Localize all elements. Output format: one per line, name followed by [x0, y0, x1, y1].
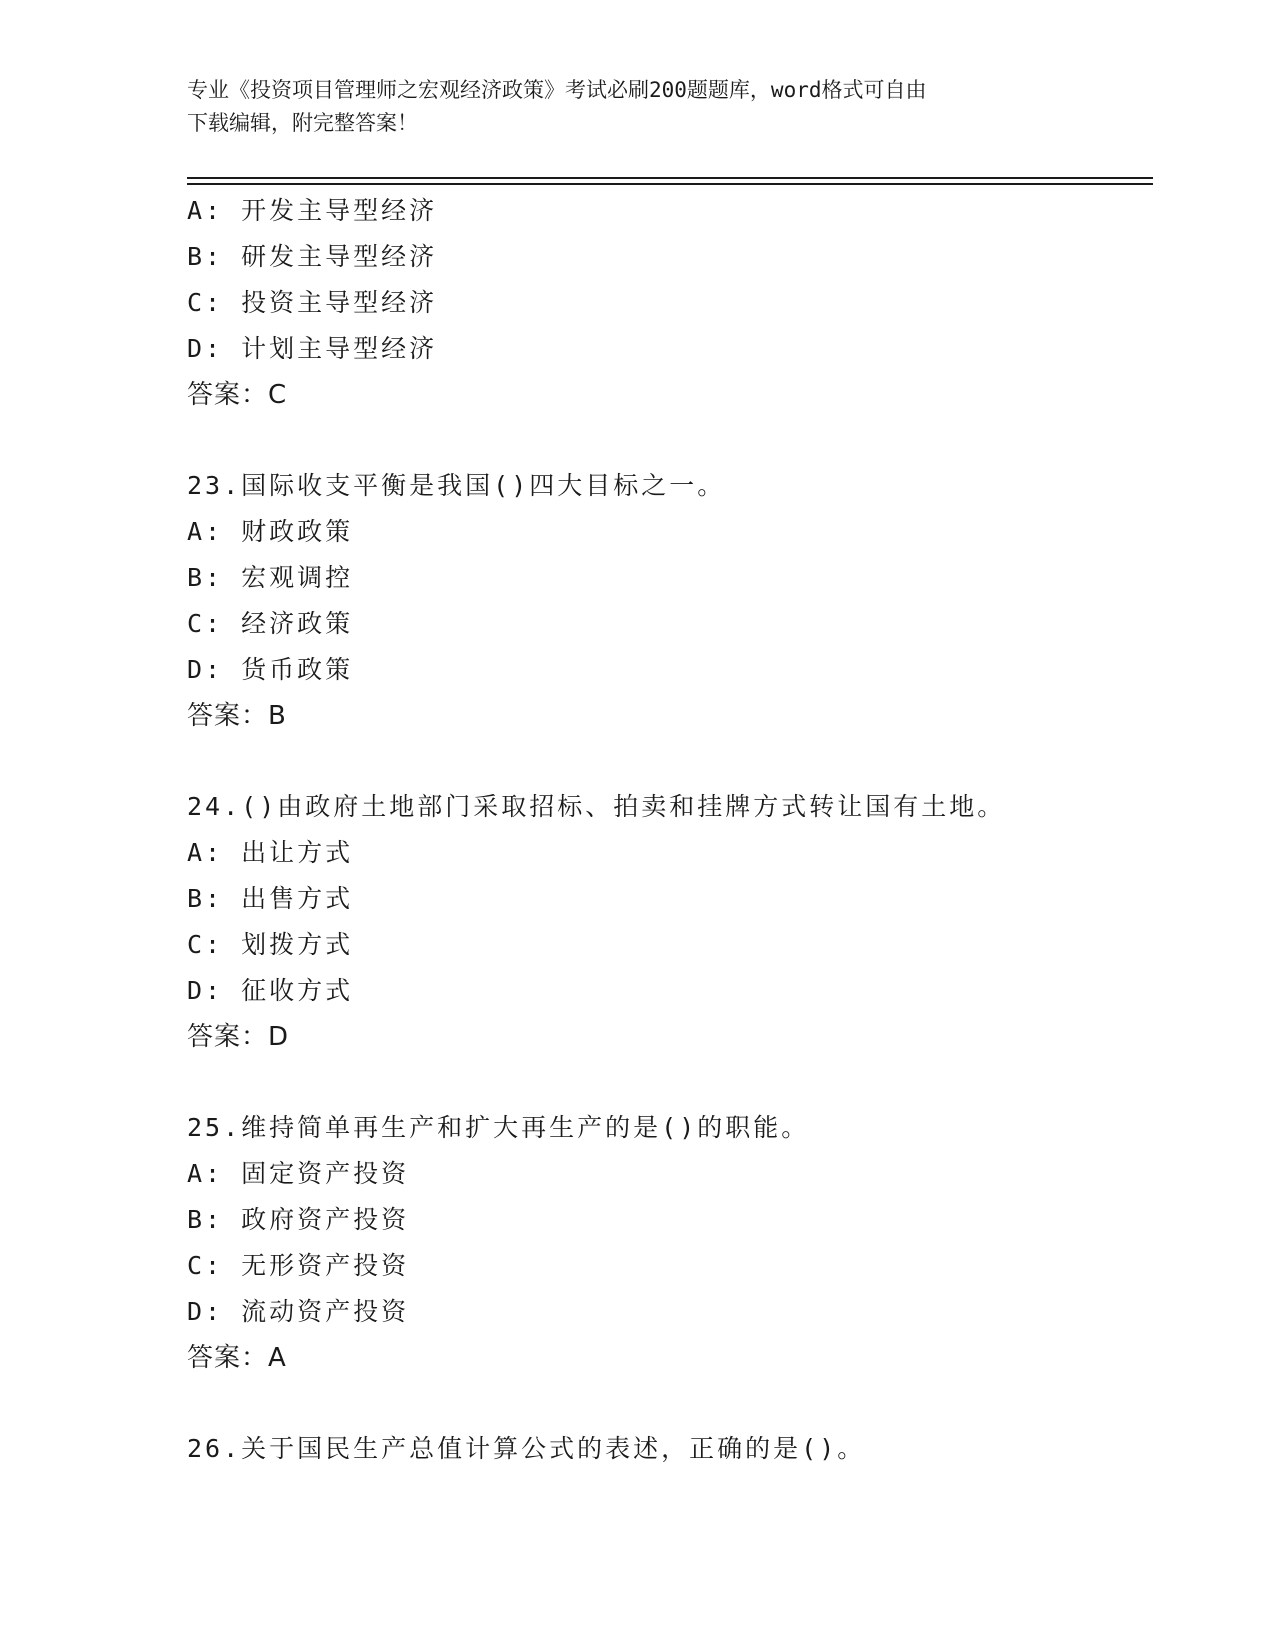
option-d: D: 流动资产投资	[187, 1297, 410, 1326]
answer-text: 答案：B	[187, 701, 287, 731]
question-text: 24.()由政府土地部门采取招标、拍卖和挂牌方式转让国有土地。	[187, 792, 1006, 821]
option-c: C: 划拨方式	[187, 930, 354, 959]
header-divider-bottom	[187, 183, 1153, 185]
block-spacer	[187, 1381, 1153, 1426]
question-block	[187, 463, 1153, 739]
question-text: 23.国际收支平衡是我国()四大目标之一。	[187, 471, 726, 500]
option-b: B: 政府资产投资	[187, 1205, 410, 1234]
answer-text: 答案：C	[187, 380, 288, 410]
option-b: B: 出售方式	[187, 884, 354, 913]
option-c: C: 投资主导型经济	[187, 288, 438, 317]
option-b: B: 研发主导型经济	[187, 242, 438, 271]
question-text: 25.维持简单再生产和扩大再生产的是()的职能。	[187, 1113, 810, 1142]
option-a: A: 开发主导型经济	[187, 196, 438, 225]
document-header	[187, 74, 1087, 140]
option-d: D: 计划主导型经济	[187, 334, 438, 363]
option-b: B: 宏观调控	[187, 563, 354, 592]
option-a: A: 财政政策	[187, 517, 354, 546]
answer-text: 答案：D	[187, 1022, 290, 1052]
question-block	[187, 1426, 1153, 1472]
option-c: C: 无形资产投资	[187, 1251, 410, 1280]
option-a: A: 出让方式	[187, 838, 354, 867]
block-spacer	[187, 1060, 1153, 1105]
block-spacer	[187, 739, 1153, 784]
question-text: 26.关于国民生产总值计算公式的表述，正确的是()。	[187, 1434, 866, 1463]
question-block	[187, 784, 1153, 1060]
header-divider-top	[187, 177, 1153, 179]
answer-text: 答案：A	[187, 1343, 287, 1373]
header-line-2: 下载编辑，附完整答案！	[187, 111, 418, 135]
question-list	[187, 188, 1153, 1472]
header-line-1: 专业《投资项目管理师之宏观经济政策》考试必刷200题题库，word格式可自由	[187, 78, 927, 102]
option-a: A: 固定资产投资	[187, 1159, 410, 1188]
option-d: D: 货币政策	[187, 655, 354, 684]
question-block	[187, 1105, 1153, 1381]
block-spacer	[187, 418, 1153, 463]
option-c: C: 经济政策	[187, 609, 354, 638]
question-block	[187, 188, 1153, 418]
option-d: D: 征收方式	[187, 976, 354, 1005]
